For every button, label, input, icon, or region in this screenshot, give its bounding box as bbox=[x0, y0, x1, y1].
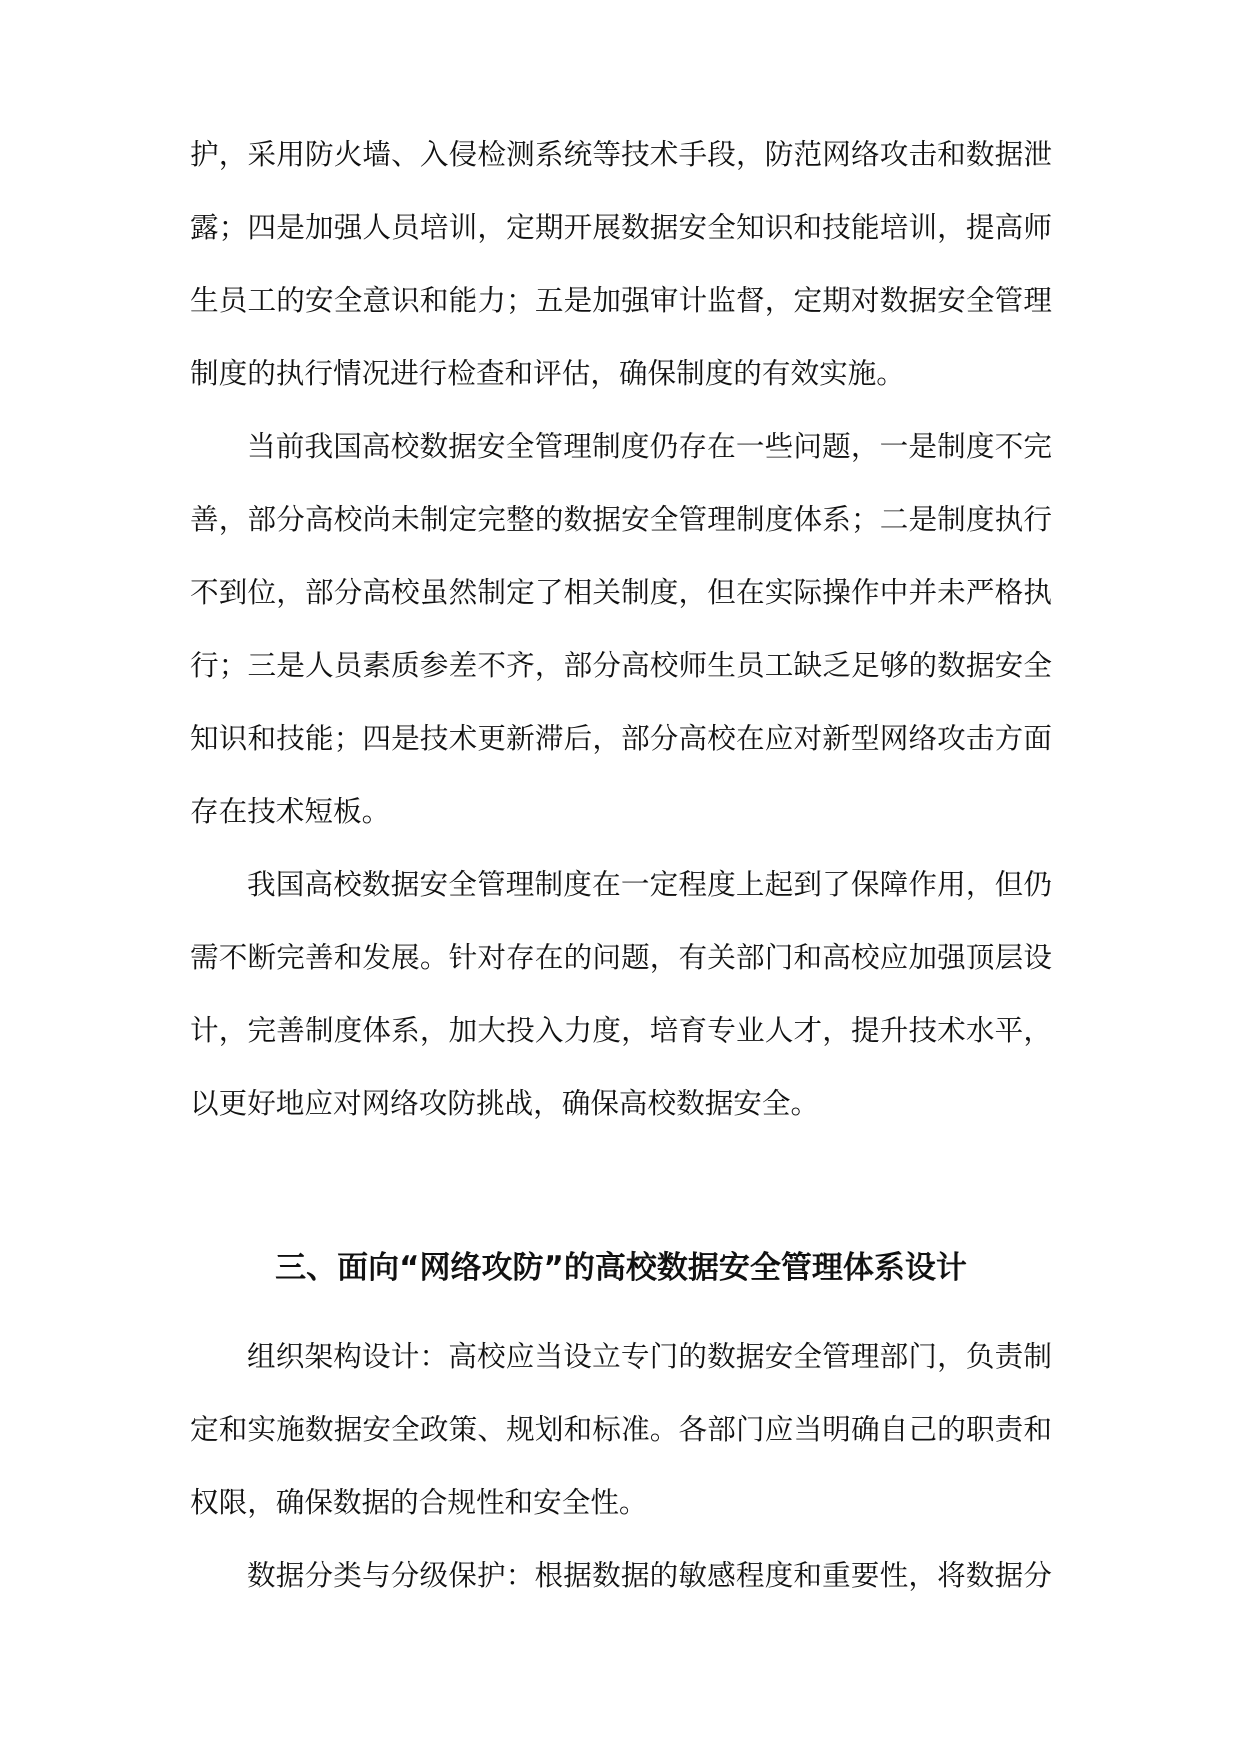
paragraph-1-line-2: 露；四是加强人员培训，定期开展数据安全知识和技能培训，提高师 bbox=[190, 210, 1052, 244]
paragraph-3-line-1: 我国高校数据安全管理制度在一定程度上起到了保障作用，但仍 bbox=[247, 867, 1052, 901]
paragraph-2-line-5: 知识和技能；四是技术更新滞后，部分高校在应对新型网络攻击方面 bbox=[190, 721, 1052, 755]
paragraph-3-line-2: 需不断完善和发展。针对存在的问题，有关部门和高校应加强顶层设 bbox=[190, 940, 1052, 974]
paragraph-3-line-4: 以更好地应对网络攻防挑战，确保高校数据安全。 bbox=[190, 1086, 820, 1120]
section-heading: 三、面向“网络攻防”的高校数据安全管理体系设计 bbox=[275, 1250, 967, 1286]
paragraph-2-line-4: 行；三是人员素质参差不齐，部分高校师生员工缺乏足够的数据安全 bbox=[190, 648, 1052, 682]
section-paragraph-1-line-1: 组织架构设计：高校应当设立专门的数据安全管理部门，负责制 bbox=[247, 1339, 1052, 1373]
paragraph-2-line-1: 当前我国高校数据安全管理制度仍存在一些问题，一是制度不完 bbox=[247, 429, 1052, 463]
paragraph-3-line-3: 计，完善制度体系，加大投入力度，培育专业人才，提升技术水平， bbox=[190, 1013, 1052, 1047]
section-paragraph-1-line-2: 定和实施数据安全政策、规划和标准。各部门应当明确自己的职责和 bbox=[190, 1412, 1052, 1446]
paragraph-2-line-2: 善，部分高校尚未制定完整的数据安全管理制度体系；二是制度执行 bbox=[190, 502, 1052, 536]
paragraph-2-line-6: 存在技术短板。 bbox=[190, 794, 391, 828]
section-paragraph-2-line-1: 数据分类与分级保护：根据数据的敏感程度和重要性，将数据分 bbox=[247, 1558, 1052, 1592]
section-paragraph-1-line-3: 权限，确保数据的合规性和安全性。 bbox=[190, 1485, 648, 1519]
paragraph-1-line-4: 制度的执行情况进行检查和评估，确保制度的有效实施。 bbox=[190, 356, 905, 390]
paragraph-2-line-3: 不到位，部分高校虽然制定了相关制度，但在实际操作中并未严格执 bbox=[190, 575, 1052, 609]
paragraph-1-line-3: 生员工的安全意识和能力；五是加强审计监督，定期对数据安全管理 bbox=[190, 283, 1052, 317]
paragraph-1-line-1: 护，采用防火墙、入侵检测系统等技术手段，防范网络攻击和数据泄 bbox=[190, 137, 1052, 171]
